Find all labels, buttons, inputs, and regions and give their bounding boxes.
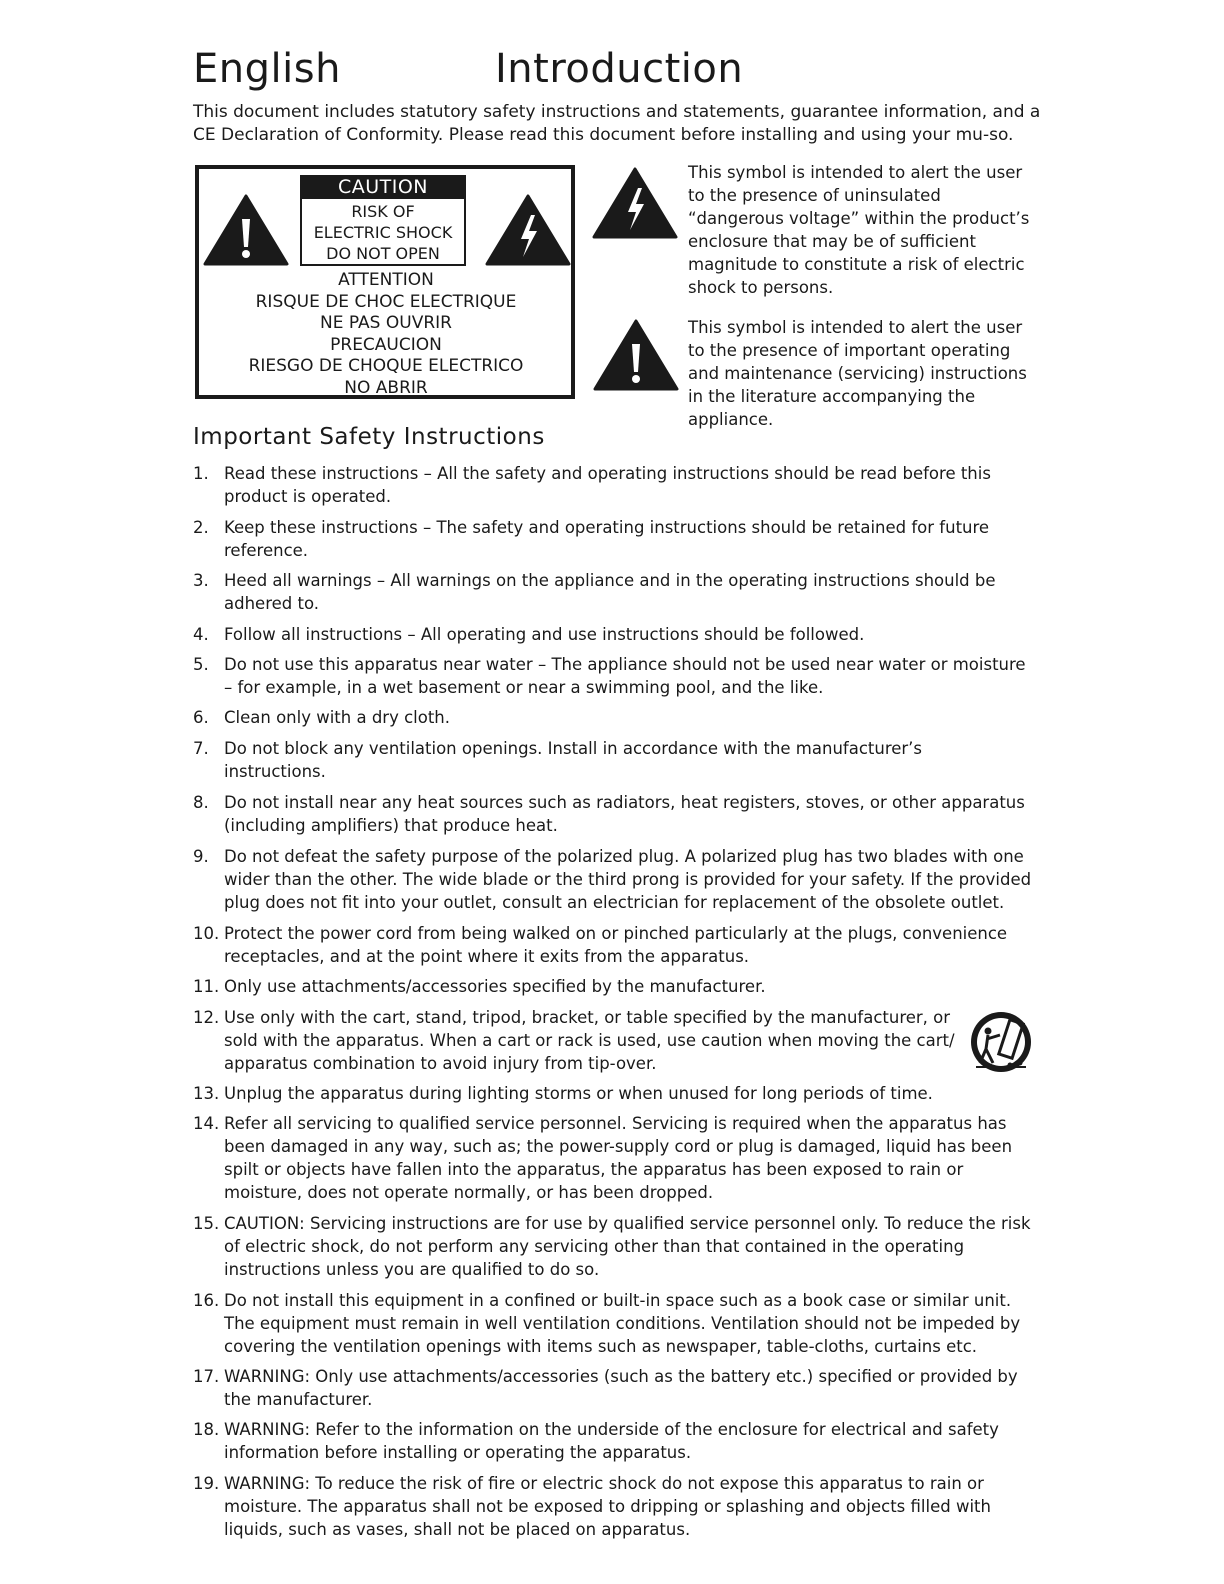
item-number: 15. [193, 1214, 220, 1233]
cart-tip-over-warning-icon [966, 1009, 1036, 1077]
translation-line: PRECAUCION [330, 334, 442, 355]
lightning-symbol-description: This symbol is intended to alert the user to the presence of uninsulated “dangerous voltage” within the product’s enclosure that may be of sufficient magnitude to constitute a risk of electric shock to persons. [688, 163, 1030, 297]
item-number: 8. [193, 793, 209, 812]
translation-line: ATTENTION [338, 270, 434, 290]
item-number: 17. [193, 1367, 220, 1386]
item-text: Only use attachments/accessories specified by the manufacturer. [224, 977, 766, 996]
lightning-warning-icon [592, 166, 678, 240]
translation-line: RISQUE DE CHOC ELECTRIQUE [255, 291, 517, 312]
risk-line: RISK OF [351, 202, 415, 221]
item-number: 18. [193, 1420, 220, 1439]
exclamation-warning-icon [593, 318, 679, 392]
risk-line: ELECTRIC SHOCK [313, 223, 453, 242]
item-text: Use only with the cart, stand, tripod, bracket, or table specified by the manufacturer, or sold with the apparatus. When a cart or rack is used, use caution when moving the cart/ apparatus combination to avoid injury from tip-over. [224, 1008, 955, 1073]
item-number: 14. [193, 1114, 220, 1133]
item-text: Heed all warnings – All warnings on the appliance and in the operating instructions should be adhered to. [224, 571, 996, 613]
item-number: 6. [193, 708, 209, 727]
item-number: 1. [193, 464, 209, 483]
caution-heading: CAUTION [300, 175, 466, 199]
item-text: WARNING: Refer to the information on the underside of the enclosure for electrical and safety information before installing or operating the apparatus. [224, 1420, 999, 1462]
exclamation-warning-icon [203, 193, 289, 267]
item-number: 3. [193, 571, 209, 590]
translation-line: NE PAS OUVRIR [320, 313, 452, 333]
exclamation-symbol-description: This symbol is intended to alert the user to the presence of important operating and maintenance (servicing) instructions in the literature accompanying the appliance. [688, 318, 1027, 429]
item-text: Follow all instructions – All operating and use instructions should be followed. [224, 625, 865, 644]
page-title: Introduction [495, 46, 744, 92]
translation-line: RIESGO DE CHOQUE ELECTRICO [248, 356, 524, 376]
item-text: Refer all servicing to qualified service personnel. Servicing is required when the apparatus has been damaged in any way, such as; the power-supply cord or plug is damaged, liquid has been spilt or objects have fallen into the apparatus, the apparatus has been exposed to rain or moisture, does not operate normally, or has been dropped. [224, 1114, 1013, 1202]
section-heading: Important Safety Instructions [193, 424, 545, 450]
item-text: Do not defeat the safety purpose of the polarized plug. A polarized plug has two blades with one wider than the other. The wide blade or the third prong is provided for your safety. If the provided plug does not fit into your outlet, consult an electrician for replacement of the obsolete outlet. [224, 847, 1032, 912]
item-number: 11. [193, 977, 220, 996]
item-text: Read these instructions – All the safety and operating instructions should be read before this product is operated. [224, 464, 991, 506]
item-number: 12. [193, 1008, 220, 1027]
item-text: Do not install near any heat sources such as radiators, heat registers, stoves, or other apparatus (including amplifiers) that produce heat. [224, 793, 1025, 835]
item-number: 7. [193, 739, 209, 758]
item-text: CAUTION: Servicing instructions are for use by qualified service personnel only. To reduce the risk of electric shock, do not perform any servicing other than that contained in the operating instructions unless you are qualified to do so. [224, 1214, 1031, 1279]
risk-line: DO NOT OPEN [326, 244, 440, 263]
item-number: 13. [193, 1084, 220, 1103]
item-text: Do not install this equipment in a confined or built-in space such as a book case or similar unit. The equipment must remain in well ventilation conditions. Ventilation should not be impeded by covering the ventilation openings with items such as newspaper, table-cloths, curtains etc. [224, 1291, 1021, 1356]
item-number: 10. [193, 924, 220, 943]
lightning-warning-icon [485, 193, 571, 267]
item-number: 16. [193, 1291, 220, 1310]
item-text: Do not block any ventilation openings. Install in accordance with the manufacturer’s instructions. [224, 739, 923, 781]
language-heading: English [193, 46, 341, 92]
item-number: 2. [193, 518, 209, 537]
translation-line: NO ABRIR [344, 377, 428, 398]
item-text: Clean only with a dry cloth. [224, 708, 451, 727]
item-number: 5. [193, 655, 209, 674]
intro-paragraph: This document includes statutory safety instructions and statements, guarantee information, and a CE Declaration of Conformity. Please read this document before installing and using your mu-so. [193, 102, 1041, 145]
item-text: WARNING: To reduce the risk of fire or electric shock do not expose this apparatus to rain or moisture. The apparatus shall not be exposed to dripping or splashing and objects filled with liquids, such as vases, shall not be placed on apparatus. [224, 1474, 991, 1539]
item-text: Keep these instructions – The safety and operating instructions should be retained for future reference. [224, 518, 990, 560]
item-text: Protect the power cord from being walked on or pinched particularly at the plugs, convenience receptacles, and at the point where it exits from the apparatus. [224, 924, 1008, 966]
item-text: Unplug the apparatus during lighting storms or when unused for long periods of time. [224, 1084, 933, 1103]
item-number: 9. [193, 847, 209, 866]
item-text: WARNING: Only use attachments/accessories (such as the battery etc.) specified or provided by the manufacturer. [224, 1367, 1018, 1409]
item-text: Do not use this apparatus near water – The appliance should not be used near water or moisture – for example, in a wet basement or near a swimming pool, and the like. [224, 655, 1026, 697]
item-number: 19. [193, 1474, 220, 1493]
item-number: 4. [193, 625, 209, 644]
